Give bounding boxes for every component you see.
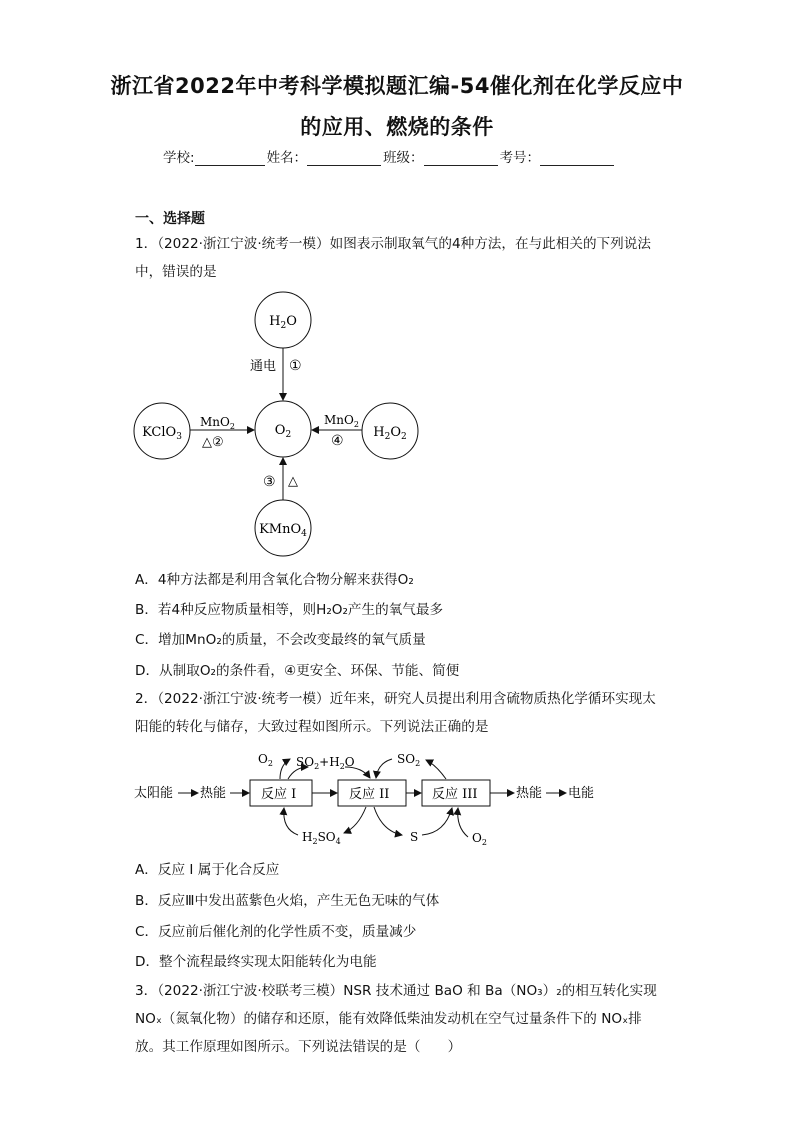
q2-option-c[interactable]: C．反应前后催化剂的化学性质不变，质量减少: [135, 924, 417, 940]
h2o-circle: [255, 292, 311, 348]
h2o2-label: $H_2O_2$: [373, 425, 407, 442]
heat-out-label: 热能: [516, 786, 543, 801]
student-info-line: [163, 146, 616, 166]
doc-title-line1: 浙江省2022年中考科学模拟题汇编-54催化剂在化学反应中: [110, 74, 684, 98]
electric-energy-label: 电能: [568, 786, 595, 801]
name-blank: [307, 151, 381, 166]
electrolysis-label: 通电: [250, 359, 277, 374]
heat-method-3-label: △: [288, 474, 298, 489]
arrow-r2-s-out: [374, 807, 402, 835]
school-label: 学校:: [163, 150, 195, 166]
q2-sulfur-cycle-diagram: [130, 745, 610, 850]
method-3-label: ③: [263, 474, 276, 490]
class-blank: [424, 151, 498, 166]
section-title: 一、选择题: [135, 211, 205, 227]
exam-no-blank: [540, 151, 614, 166]
q2-option-d[interactable]: D．整个流程最终实现太阳能转化为电能: [135, 954, 377, 970]
h2so4-label: $H_2SO_4$: [302, 830, 341, 846]
o2-top-label: $O_2$: [258, 752, 273, 768]
arrow-r3-so2-out: [426, 760, 446, 779]
q3-stem-line3: 放。其工作原理如图所示。下列说法错误的是（ ）: [135, 1039, 462, 1055]
arrow-h2so4-into-r1: [284, 808, 298, 835]
so2-top-label: $SO_2$: [397, 752, 421, 768]
q1-option-b[interactable]: B．若4种反应物质量相等，则H₂O₂产生的氧气最多: [135, 602, 444, 618]
s-label: S: [410, 830, 419, 844]
q3-stem-line1: 3．（2022·浙江宁波·校联考三模）NSR 技术通过 BaO 和 Ba（NO₃）₂的相互转化实现: [135, 983, 657, 999]
q1-stem-line2: 中，错误的是: [135, 264, 217, 280]
q1-option-d[interactable]: D．从制取O₂的条件看，④更安全、环保、节能、简便: [135, 663, 460, 679]
arrow-r2-h2so4-out: [344, 807, 366, 833]
so2-h2o-label: $SO_2+H_2O$: [296, 755, 355, 771]
exam-no-label: 考号：: [499, 150, 541, 166]
doc-title-line2: 的应用、燃烧的条件: [300, 115, 494, 139]
h2o-label: $H_2O$: [269, 314, 297, 331]
arrow-s-into-r3: [422, 808, 452, 835]
kclo3-label: KClO$_3$: [142, 425, 182, 442]
q2-stem-line1: 2．（2022·浙江宁波·统考一模）近年来，研究人员提出利用含硫物质热化学循环实现太: [135, 691, 656, 707]
q1-stem-line1: 1．（2022·浙江宁波·统考一模）如图表示制取氧气的4种方法，在与此相关的下列说法: [135, 236, 651, 252]
arrow-o2-into-r3: [458, 808, 468, 837]
heat-in-label: 热能: [200, 786, 227, 801]
class-label: 班级：: [383, 150, 424, 166]
q3-stem: [135, 977, 675, 1061]
q1-stem: [135, 230, 665, 286]
q2-option-a[interactable]: A．反应 I 属于化合反应: [135, 862, 280, 878]
q1-oxygen-diagram: [120, 288, 440, 558]
heat-method-2-label: △②: [202, 435, 224, 450]
q2-stem: [135, 685, 665, 741]
o2-bottom-label: $O_2$: [472, 831, 487, 847]
mno2-left-label: MnO$_2$: [200, 415, 235, 431]
method-4-label: ④: [331, 433, 344, 449]
q3-stem-line2: NOₓ（氮氧化物）的储存和还原，能有效降低柴油发动机在空气过量条件下的 NOₓ排: [135, 1011, 642, 1027]
q2-stem-line2: 阳能的转化与储存，大致过程如图所示。下列说法正确的是: [135, 719, 489, 735]
q2-option-b[interactable]: B．反应Ⅲ中发出蓝紫色火焰，产生无色无味的气体: [135, 893, 440, 909]
q1-option-a[interactable]: A．4种方法都是利用含氧化合物分解来获得O₂: [135, 572, 414, 588]
school-blank: [195, 151, 265, 166]
method-1-label: ①: [289, 358, 302, 374]
reaction-2-label: 反应 II: [349, 787, 390, 802]
kmno4-label: KMnO$_4$: [259, 522, 307, 539]
solar-energy-label: 太阳能: [134, 786, 174, 801]
q1-option-c[interactable]: C．增加MnO₂的质量，不会改变最终的氧气质量: [135, 632, 426, 648]
arrow-r1-o2-out: [280, 759, 290, 779]
reaction-1-label: 反应 I: [261, 787, 297, 802]
arrow-so2-into-r2: [376, 759, 392, 778]
reaction-3-label: 反应 III: [432, 787, 478, 802]
name-label: 姓名：: [266, 150, 308, 166]
o2-label: $O_2$: [274, 423, 292, 440]
mno2-right-label: MnO$_2$: [324, 413, 359, 429]
